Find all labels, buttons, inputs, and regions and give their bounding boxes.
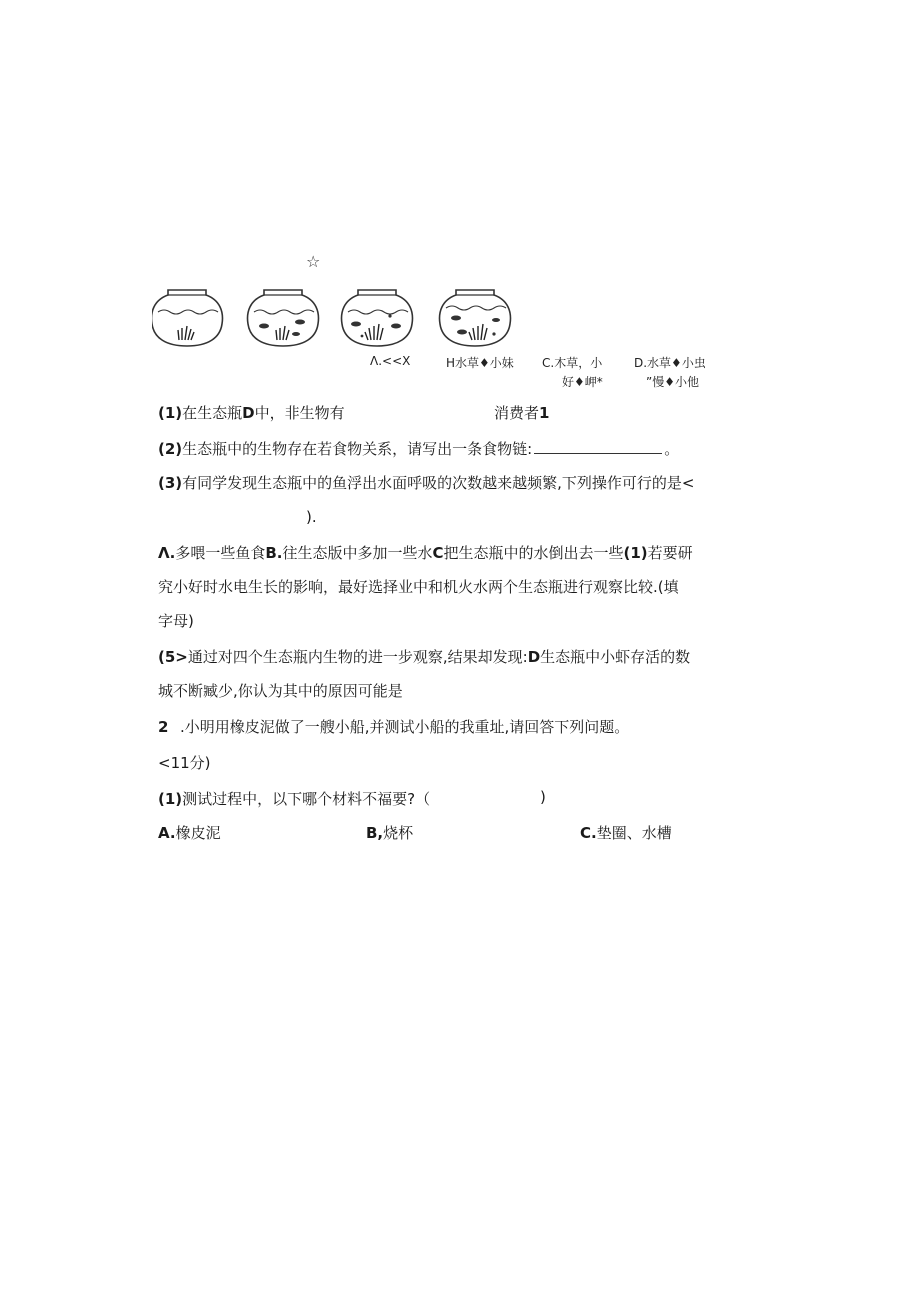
jar-d-drawing — [440, 290, 511, 346]
p2-option-b-label: B, — [366, 824, 384, 842]
q1-text2: 中，非生物有 — [254, 404, 345, 422]
q5-jar-d: D — [527, 648, 541, 666]
jar-c-drawing — [342, 290, 413, 346]
p2-number: 2 — [158, 718, 169, 736]
p2-score: <11分) — [158, 754, 211, 772]
jar-label-c-line1: C.木草，小 — [542, 356, 603, 370]
q2-text: 生态瓶中的生物存在若食物关系，请写出一条食物链: — [182, 440, 533, 458]
q4-start: 若要研 — [647, 544, 693, 562]
jar-label-d-line2: ”慢♦小他 — [646, 375, 699, 389]
q2-number: (2) — [158, 440, 183, 458]
p2-option-b — [366, 822, 413, 843]
jar-label-b: H水草♦小妹 — [446, 356, 514, 370]
star-icon: ☆ — [306, 252, 321, 271]
q3-options-line — [158, 542, 693, 563]
q3-option-a: 多喂一些鱼食 — [175, 544, 266, 562]
p2-question-1 — [158, 788, 430, 809]
q1-text: 在生态瓶 — [182, 404, 243, 422]
ecosystem-jars-illustration — [152, 286, 512, 348]
question-5 — [158, 646, 690, 667]
q4-line-2: 究小好时水电生长的影响，最好选择业中和机火水两个生态瓶进行观察比较.(填 — [158, 578, 679, 596]
q1-consumer-label: 消费者 — [494, 404, 540, 422]
question-3 — [158, 472, 695, 493]
jar-label-a: Λ.<<X — [370, 354, 411, 368]
q5-line-2: 城不断臧少,你认为其中的原因可能是 — [158, 682, 403, 700]
jar-label-c-line2: 好♦岬* — [562, 375, 603, 389]
problem-2 — [158, 716, 629, 737]
jar-b-drawing — [248, 290, 319, 346]
q5-text: 通过对四个生态瓶内生物的进一步观察,结果却发现: — [187, 648, 528, 666]
q1-consumer-num: 1 — [539, 404, 550, 422]
q3-option-c: 把生态瓶中的水倒出去一些 — [443, 544, 624, 562]
p2-text: .小明用橡皮泥做了一艘小船,并测试小船的我重址,请回答下列问题。 — [180, 718, 630, 736]
q4-line-3: 字母) — [158, 612, 194, 630]
question-2 — [158, 438, 679, 459]
p2-q1-number: (1) — [158, 790, 183, 808]
p2-q1-text: 测试过程中，以下哪个材料不福要?（ — [182, 790, 431, 808]
q3-option-a-label: Λ. — [158, 544, 176, 562]
p2-option-c — [580, 822, 672, 843]
q3-option-c-label: C — [432, 544, 444, 562]
p2-option-a-label: A. — [158, 824, 176, 842]
p2-option-c-text: 垫圈、水槽 — [596, 824, 672, 842]
p2-option-a-text: 橡皮泥 — [175, 824, 221, 842]
question-1 — [158, 402, 345, 423]
p2-option-c-label: C. — [580, 824, 597, 842]
q3-close: ). — [306, 508, 317, 526]
q4-number: (1) — [623, 544, 648, 562]
q3-text: 有同学发现生态瓶中的鱼浮出水面呼吸的次数越来越频繁,下列操作可行的是< — [182, 474, 695, 492]
q3-number: (3) — [158, 474, 183, 492]
q1-consumer — [494, 402, 549, 423]
q3-option-b: 往生态版中多加一些水 — [282, 544, 433, 562]
q2-answer-blank[interactable] — [534, 441, 662, 454]
q3-option-b-label: B. — [265, 544, 283, 562]
q1-number: (1) — [158, 404, 183, 422]
jar-a-drawing — [152, 290, 222, 346]
q2-end: 。 — [664, 440, 680, 458]
p2-option-b-text: 烧杯 — [383, 824, 414, 842]
p2-option-a — [158, 822, 221, 843]
q5-number: (5> — [158, 648, 188, 666]
p2-q1-close: ) — [540, 788, 546, 806]
jar-label-d-line1: D.水草♦小虫 — [634, 356, 706, 370]
q1-jar-d: D — [242, 404, 255, 422]
q5-text2: 生态瓶中小虾存活的数 — [540, 648, 691, 666]
